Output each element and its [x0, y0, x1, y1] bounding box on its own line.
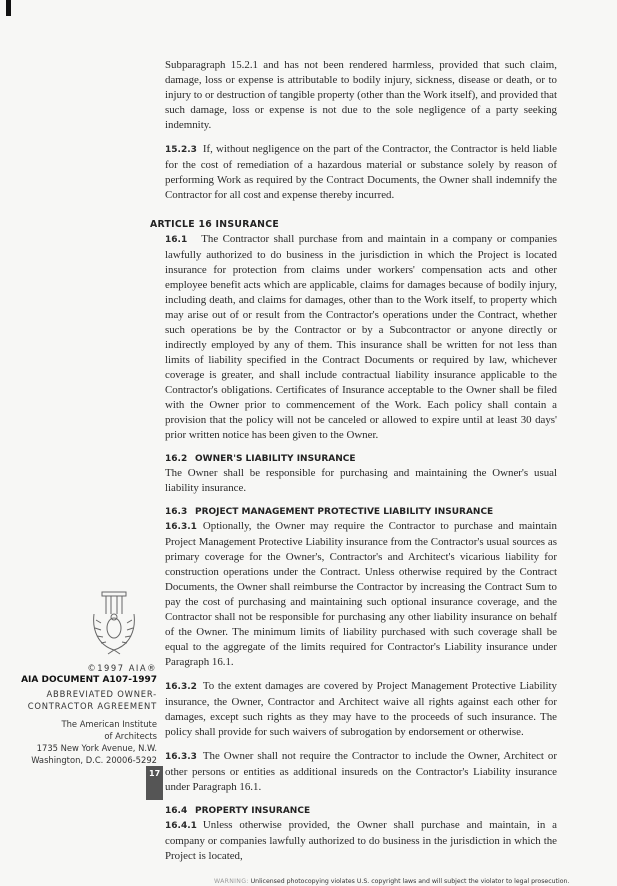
section-number: 16.4	[165, 806, 188, 816]
section-title: PROPERTY INSURANCE	[195, 806, 311, 816]
paragraph-16-2: The Owner shall be responsible for purchasing and maintaining the Owner's usual liability insurance.	[165, 467, 557, 494]
paragraph-15-2-3	[165, 142, 557, 203]
paragraph-number: 16.3.1	[165, 522, 197, 532]
scan-mark	[6, 0, 11, 16]
warning-text: Unlicensed photocopying violates U.S. copyright laws and will subject the violator to legal prosecution.	[248, 878, 570, 885]
section-16-4-heading	[165, 804, 557, 818]
paragraph-text: To the extent damages are covered by Project Management Protective Liability insurance, the Owner, Contractor and Architect waive all rights against each other for damages, except such rights as they may have to the proceeds of such insurance. The policy shall provide for such waivers of subrogation by endorsement or otherwise.	[165, 680, 557, 738]
address-line1: 1735 New York Avenue, N.W.	[36, 743, 157, 753]
paragraph-number: 16.4.1	[165, 821, 197, 831]
paragraph-16-1	[165, 232, 557, 443]
section-16-3-heading	[165, 505, 557, 519]
warning-label: WARNING:	[214, 878, 249, 885]
paragraph-16-3-3	[165, 749, 557, 795]
paragraph-number: 16.1	[165, 235, 188, 245]
paragraph-text: Unless otherwise provided, the Owner shall purchase and maintain, in a company or companies lawfully authorized to do business in the jurisdiction in which the Project is located,	[165, 819, 557, 862]
paragraph-text: The Owner shall not require the Contractor to include the Owner, Architect or other persons or entities as additional insureds on the Contractor's Liability insurance under Paragraph 16.1.	[165, 750, 557, 793]
paragraph-number: 16.3.3	[165, 752, 197, 762]
address-line2: Washington, D.C. 20006-5292	[31, 755, 157, 765]
section-16-2-heading	[165, 452, 557, 466]
paragraph-16-4-1	[165, 818, 557, 864]
section-number: 16.3	[165, 507, 188, 517]
paragraph-16-3-1	[165, 519, 557, 670]
copyright-warning	[214, 871, 570, 886]
page-number: 17	[146, 766, 163, 800]
section-title: OWNER'S LIABILITY INSURANCE	[195, 454, 356, 464]
paragraph-number: 15.2.3	[165, 145, 197, 155]
organization-line1: The American Institute	[61, 719, 157, 729]
document-subtitle-line2: CONTRACTOR AGREEMENT	[27, 701, 157, 711]
organization-line2: of Architects	[104, 731, 157, 741]
aia-eagle-seal-icon	[88, 590, 140, 660]
paragraph-number: 16.3.2	[165, 682, 197, 692]
section-number: 16.2	[165, 454, 188, 464]
section-title: PROJECT MANAGEMENT PROTECTIVE LIABILITY INSURANCE	[195, 507, 494, 517]
copyright-notice: ©1997 AIA®	[87, 663, 157, 673]
paragraph-text: The Contractor shall purchase from and maintain in a company or companies lawfully authorized to do business in the jurisdiction in which the Project is located insurance for protection from claims under workers' compensation acts and other employee benefit acts which are applicable, claims for damages because of bodily injury, including death, and claims for damages, other than to the Work itself, to property which may arise out of or result from the Contractor's operations under the Contract, whether such operations be by the Contractor or by a Subcontractor or anyone directly or indirectly employed by any of them. This insurance shall be written for not less than limits of liability specified in the Contract Documents or required by law, whichever coverage is greater, and shall include contractual liability insurance applicable to the Contractor's obligations. Certificates of Insurance acceptable to the Owner shall be filed with the Owner prior to commencement of the Work. Each policy shall contain a provision that the policy will not be canceled or allowed to expire until at least 30 days' prior written notice has been given to the Owner.	[165, 233, 557, 441]
document-title: AIA DOCUMENT A107-1997	[21, 675, 157, 685]
article-16-heading: ARTICLE 16 INSURANCE	[150, 219, 280, 230]
paragraph-text: Optionally, the Owner may require the Contractor to purchase and maintain Project Management Protective Liability insurance from the Contractor's usual sources as primary coverage for the Owner's, Contractor's and Architect's vicarious liability for construction operations under the Contract. Unless otherwise required by the Contract Documents, the Owner shall reimburse the Contractor by increasing the Contract Sum to pay the cost of purchasing and maintaining such optional insurance coverage, and the Contractor shall not be responsible for purchasing any other liability insurance on behalf of the Owner. The minimum limits of liability purchased with such coverage shall be equal to the aggregate of the limits required for Contractor's Liability insurance under Paragraph 16.1.	[165, 520, 557, 668]
document-subtitle-line1: ABBREVIATED OWNER-	[46, 689, 157, 699]
paragraph-text: If, without negligence on the part of the Contractor, the Contractor is held liable for the cost of remediation of a hazardous material or substance solely by reason of performing Work as required by the Contract Documents, the Owner shall indemnify the Contractor for all cost and expense thereby incurred.	[165, 143, 557, 201]
paragraph-15-2-1-continued: Subparagraph 15.2.1 and has not been rendered harmless, provided that such claim, damage, loss or expense is attributable to bodily injury, sickness, disease or death, or to injury to or destruction of tangible property (other than the Work itself), and provided that such damage, loss or expense is not due to the sole negligence of a party seeking indemnity.	[165, 59, 557, 131]
paragraph-16-3-2	[165, 679, 557, 740]
